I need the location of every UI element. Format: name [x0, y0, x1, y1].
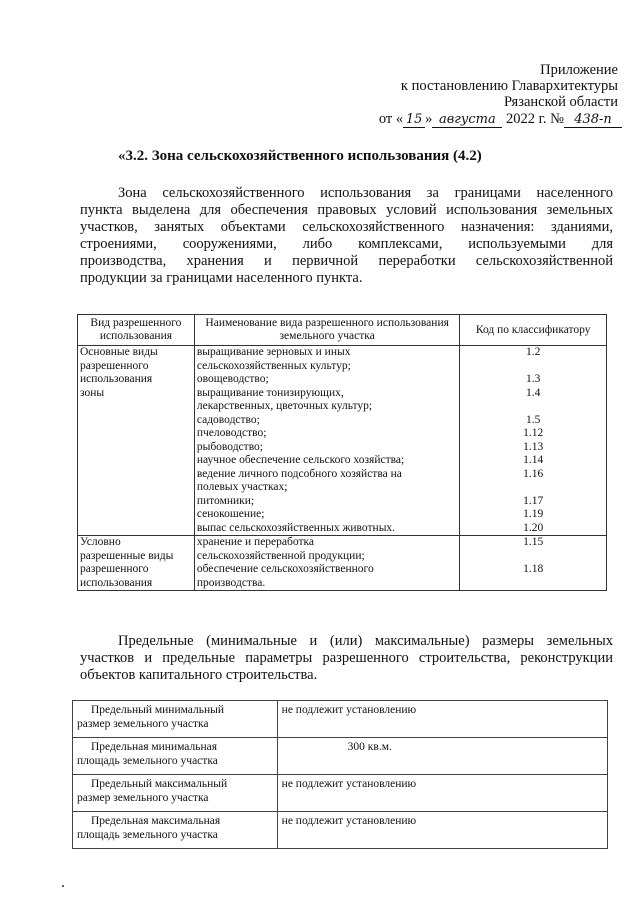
use-name-cell — [194, 346, 460, 536]
use-type-text: разрешенного — [80, 359, 149, 372]
list-item: рыбоводство; — [196, 440, 263, 453]
table-header-row — [78, 315, 607, 346]
region-name: Рязанской области — [504, 94, 618, 110]
list-item: выращивание зерновых и иных — [196, 346, 351, 358]
list-item: сельскохозяйственных культур; — [196, 359, 351, 372]
parameter-name: Предельный максимальный — [91, 778, 228, 790]
parameter-name: площадь земельного участка — [77, 755, 218, 767]
limits-line: объектов капитального строительства. — [80, 667, 318, 683]
list-item: хранение и переработка — [196, 536, 314, 548]
classifier-code: 1.15 — [523, 536, 544, 548]
list-item: ведение личного подсобного хозяйства на — [196, 467, 402, 480]
parameter-name: Предельная минимальная — [91, 741, 218, 753]
table-row — [78, 536, 607, 591]
list-item: научное обеспечение сельского хозяйства; — [196, 454, 405, 466]
table-row — [73, 775, 608, 812]
intro-line: пункта выделена для обеспечения правовых условий использования земельных — [80, 202, 613, 218]
intro-paragraph — [80, 185, 613, 287]
section-title: «3.2. Зона сельскохозяйственного использования (4.2) — [118, 148, 482, 164]
table-row — [73, 701, 608, 738]
table-row — [78, 346, 607, 536]
classifier-code — [462, 400, 604, 414]
classifier-code: 1.18 — [523, 563, 544, 575]
parameter-value: не подлежит установлению — [277, 775, 607, 812]
list-item: овощеводство; — [196, 373, 269, 385]
classifier-code: 1.16 — [523, 467, 544, 480]
intro-line: производства, хранения и первичной переработки сельскохозяйственной — [80, 253, 613, 269]
use-type-cell — [78, 346, 195, 536]
intro-line: строениями, сооружениями, либо комплексами, используемыми для — [80, 236, 613, 252]
classifier-code — [462, 577, 604, 591]
table-row — [73, 738, 608, 775]
parameter-name: площадь земельного участка — [77, 829, 218, 841]
classifier-code — [462, 360, 604, 374]
classifier-code: 1.13 — [523, 440, 544, 453]
use-type-text: использования — [80, 576, 153, 589]
limits-line: участков и предельные параметры разрешенного строительства, реконструкции — [80, 650, 613, 666]
code-cell — [460, 536, 607, 591]
decree-year: 2022 г. № — [505, 111, 564, 127]
date-mid: » — [425, 111, 433, 127]
parameter-name: Предельный минимальный — [91, 704, 225, 716]
annex-label: Приложение — [540, 62, 618, 78]
limits-line: Предельные (минимальные и (или) максимальные) размеры земельных — [118, 633, 613, 649]
classifier-code — [462, 481, 604, 495]
list-item: садоводство; — [196, 413, 260, 426]
col-header-use-type: Вид разрешенного использования — [78, 315, 195, 346]
parameter-value: не подлежит установлению — [277, 812, 607, 849]
use-type-text: разрешенного — [80, 563, 149, 575]
intro-line: Зона сельскохозяйственного использования за границами населенного — [118, 185, 613, 201]
col-header-use-name: Наименование вида разрешенного использования земельного участка — [194, 315, 460, 346]
classifier-code: 1.17 — [523, 494, 544, 507]
use-type-text: зоны — [80, 386, 105, 399]
decree-month: августа — [432, 113, 502, 128]
decree-date-line — [379, 111, 622, 128]
classifier-code: 1.19 — [523, 508, 544, 520]
parameter-name: размер земельного участка — [77, 792, 209, 804]
classifier-code: 1.4 — [526, 386, 541, 399]
use-type-text: использования — [80, 373, 153, 385]
col-header-code: Код по классификатору — [460, 315, 607, 346]
decree-number: 438-п — [564, 113, 622, 128]
list-item: пчеловодство; — [196, 427, 267, 439]
parameter-name-cell — [73, 701, 278, 738]
limits-paragraph — [80, 633, 613, 684]
parameter-value: не подлежит установлению — [277, 701, 607, 738]
classifier-code: 1.20 — [523, 521, 544, 534]
list-item: сенокошение; — [196, 508, 265, 520]
decree-reference: к постановлению Главархитектуры — [400, 78, 618, 94]
use-name-cell — [194, 536, 460, 591]
code-cell — [460, 346, 607, 536]
classifier-code — [462, 550, 604, 564]
classifier-code: 1.2 — [526, 346, 541, 358]
table-row — [73, 812, 608, 849]
use-type-text: Основные виды — [80, 346, 158, 358]
parameters-table — [72, 700, 608, 849]
permitted-use-table — [77, 314, 607, 591]
use-type-text: разрешенные виды — [80, 549, 174, 562]
list-item: выпас сельскохозяйственных животных. — [196, 521, 396, 534]
scan-speck — [62, 885, 64, 887]
list-item: питомники; — [196, 494, 255, 507]
list-item: производства. — [196, 576, 266, 589]
parameter-name-cell — [73, 775, 278, 812]
parameter-name: Предельная максимальная — [91, 815, 221, 827]
classifier-code: 1.12 — [523, 427, 544, 439]
list-item: выращивание тонизирующих, — [196, 386, 344, 399]
date-prefix: от « — [378, 111, 404, 127]
intro-line: участков, занятых объектами сельскохозяйственного назначения: зданиями, — [80, 219, 613, 235]
classifier-code: 1.14 — [523, 454, 544, 466]
parameter-name-cell — [73, 812, 278, 849]
list-item: полевых участках; — [196, 481, 288, 493]
decree-day: 15 — [403, 113, 425, 128]
parameter-name: размер земельного участка — [77, 718, 209, 730]
list-item: лекарственных, цветочных культур; — [196, 400, 373, 412]
use-type-text: Условно — [80, 536, 121, 548]
list-item: сельскохозяйственной продукции; — [196, 549, 365, 562]
intro-line: продукции за границами населенного пункта. — [80, 270, 363, 286]
use-type-cell — [78, 536, 195, 591]
classifier-code: 1.5 — [526, 413, 541, 426]
parameter-name-cell — [73, 738, 278, 775]
parameter-value: 300 кв.м. — [277, 738, 607, 775]
classifier-code: 1.3 — [526, 373, 541, 385]
list-item: обеспечение сельскохозяйственного — [196, 563, 374, 575]
